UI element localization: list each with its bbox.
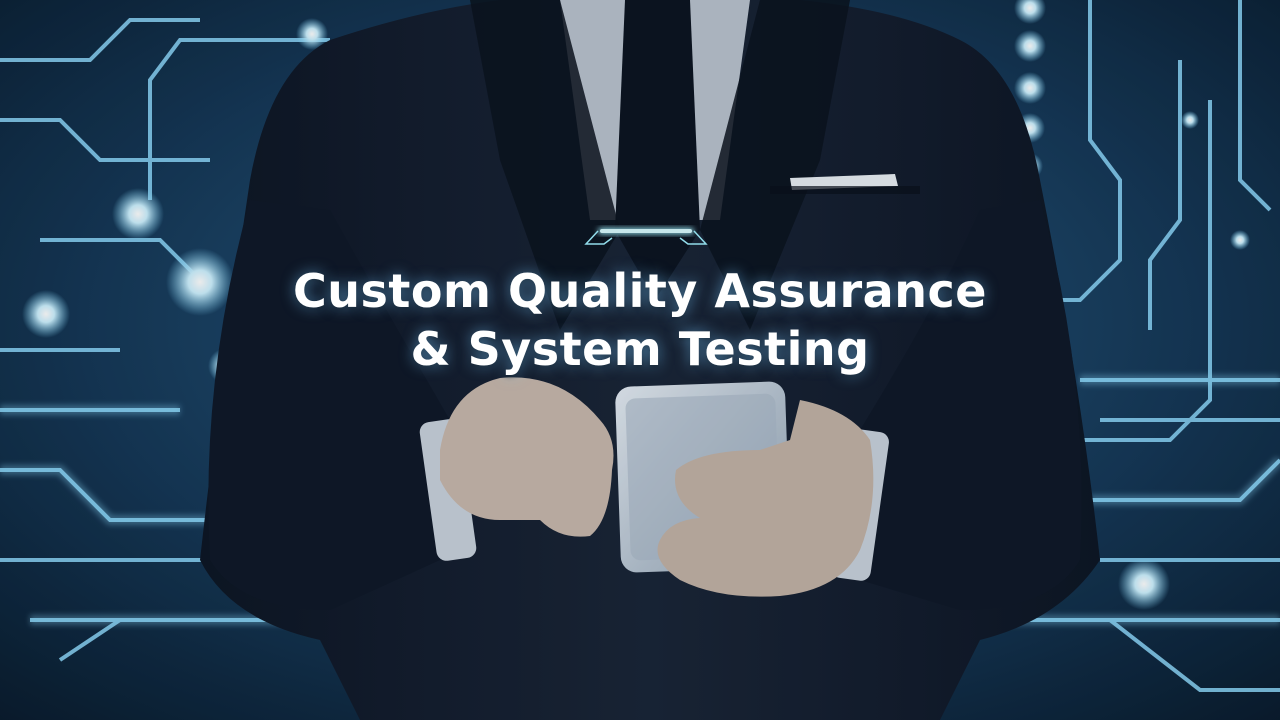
headline-line-2: & System Testing xyxy=(410,322,870,376)
headline-line-1: Custom Quality Assurance xyxy=(293,264,987,318)
headline xyxy=(0,262,1280,378)
